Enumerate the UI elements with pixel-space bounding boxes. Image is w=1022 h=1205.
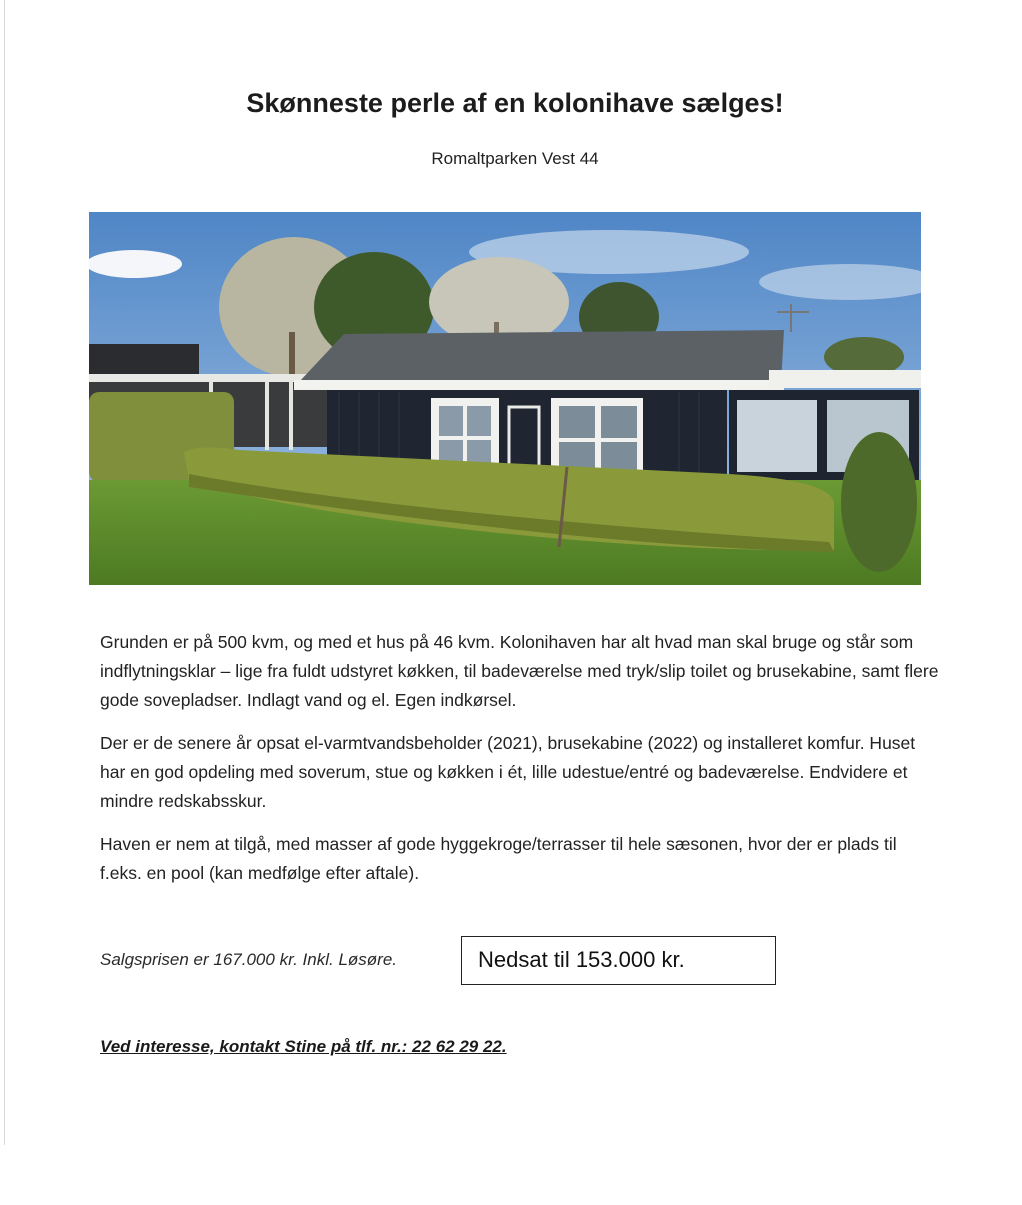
paragraph-renovations: Der er de senere år opsat el-varmtvandsbeholder (2021), brusekabine (2022) og installeret komfur. Huset har en god opdeling med soverum, stue og køkken i ét, lille udestue/entré og badeværelse. Endvidere et mindre redskabsskur. xyxy=(100,733,916,811)
address: Romaltparken Vest 44 xyxy=(431,149,599,168)
contact-info: Ved interesse, kontakt Stine på tlf. nr.: 22 62 29 22. xyxy=(100,1037,507,1056)
sale-price: Salgsprisen er 167.000 kr. Inkl. Løsøre. xyxy=(100,950,398,969)
paragraph-garden: Haven er nem at tilgå, med masser af gode hyggekroge/terrasser til hele sæsonen, hvor der er plads til f.eks. en pool (kan medfølge efter aftale). xyxy=(100,834,897,883)
paragraph-lot-info: Grunden er på 500 kvm, og med et hus på 46 kvm. Kolonihaven har alt hvad man skal bruge og står som indflytningsklar – lige fra fuldt udstyret køkken, til badeværelse med tryk/slip toilet og brusekabine, samt flere gode sovepladser. Indlagt vand og el. Egen indkørsel. xyxy=(100,632,939,710)
reduced-price-box xyxy=(461,936,776,985)
house-photo xyxy=(89,212,921,585)
page-title: Skønneste perle af en kolonihave sælges! xyxy=(246,88,784,118)
reduced-price-text: Nedsat til 153.000 kr. xyxy=(478,947,685,972)
page-edge-line xyxy=(4,0,5,1145)
